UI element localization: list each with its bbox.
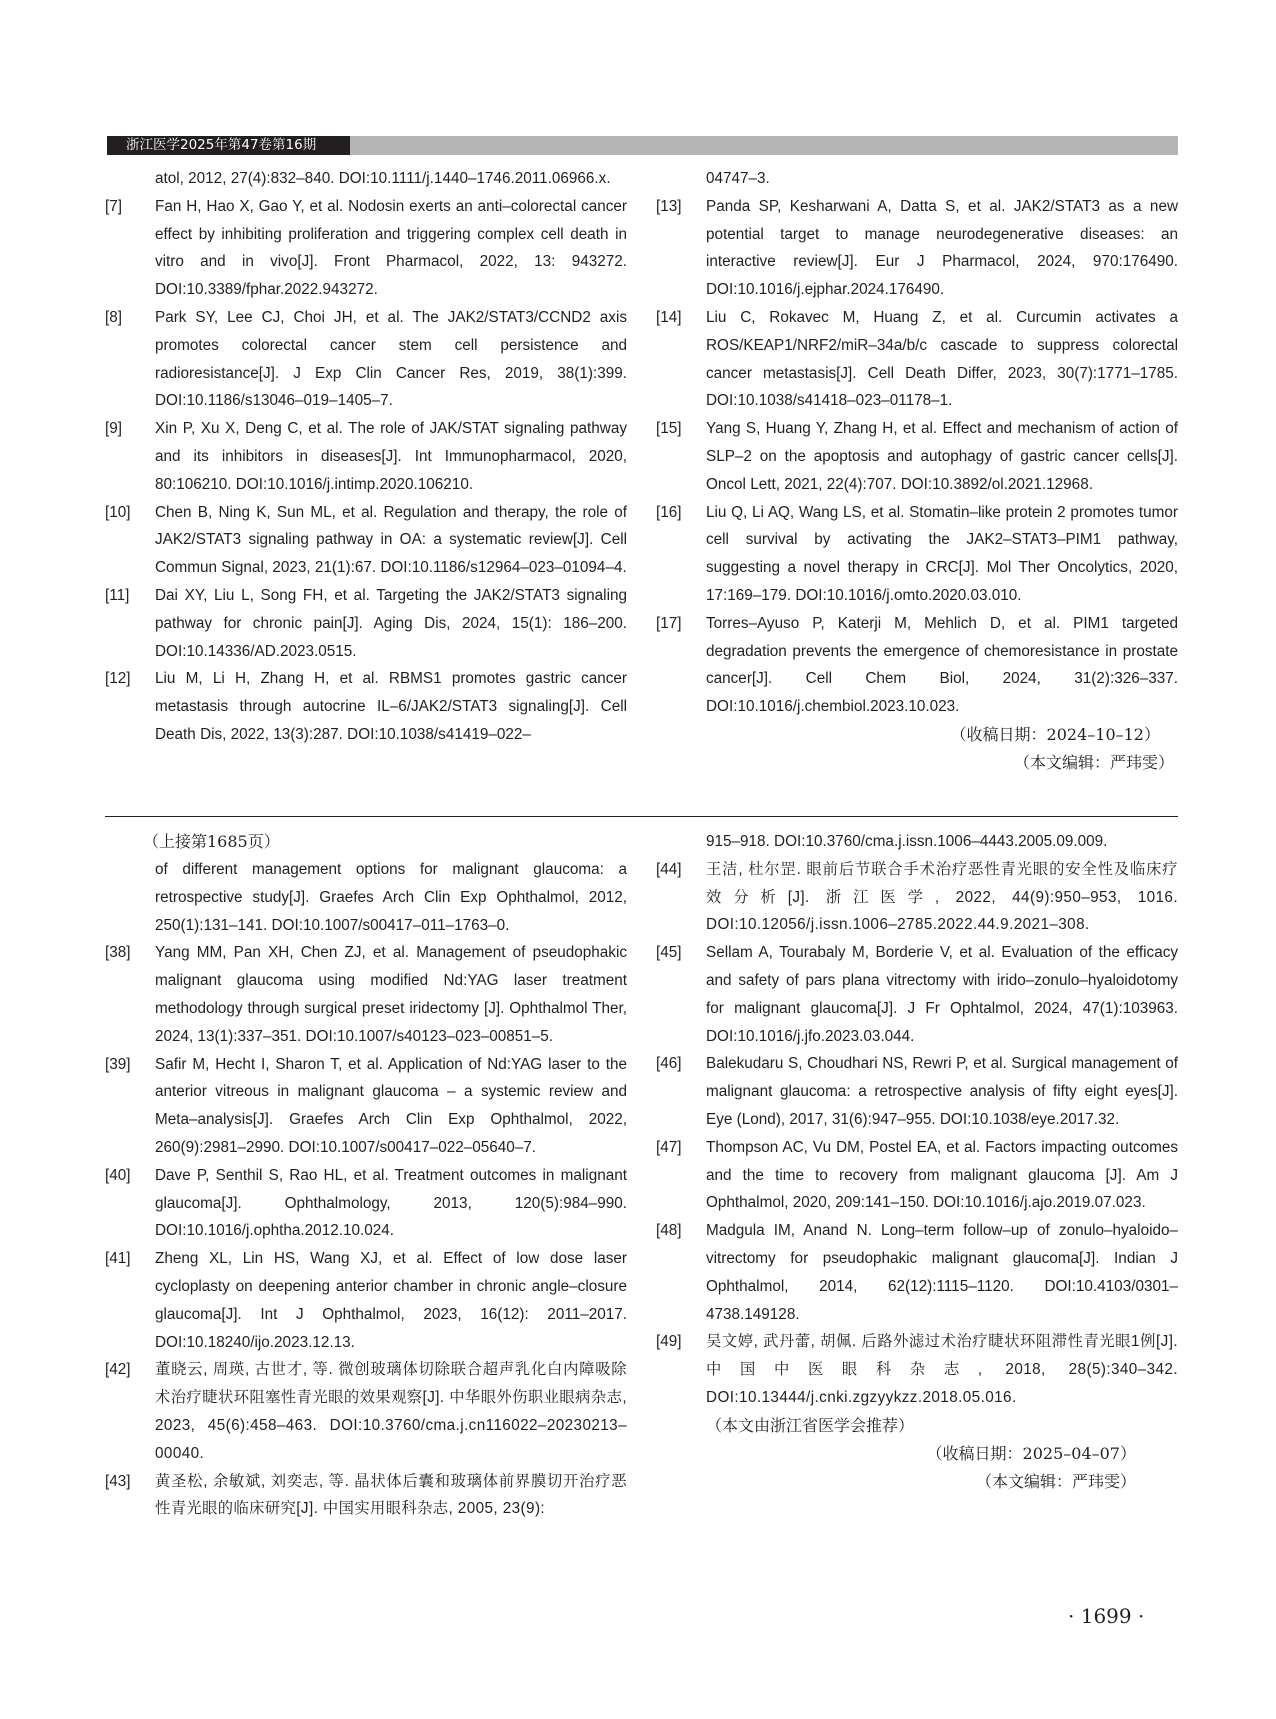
received-date: （收稿日期：2024–10–12） <box>950 724 1160 744</box>
reference-text: Chen B, Ning K, Sun ML, et al. Regulation and therapy, the role of JAK2/STAT3 signaling pathway in OA: a systematic review[J]. Cell Commun Signal, 2023, 21(1):67. DOI:10.1186/s12964–023–01094–4. <box>155 503 627 577</box>
reference-number: [44] <box>656 860 682 878</box>
reference-number: [49] <box>656 1333 682 1351</box>
reference-number: [9] <box>105 420 123 438</box>
reference-text: 04747–3. <box>706 170 770 187</box>
reference-entry <box>105 665 627 748</box>
received-date: （收稿日期：2025–04–07） <box>926 1443 1136 1463</box>
reference-entry <box>656 1050 1178 1133</box>
reference-text: Yang MM, Pan XH, Chen ZJ, et al. Management of pseudophakic malignant glaucoma using modified Nd:YAG laser treatment methodology through surgical preset iridectomy [J]. Ophthalmol Ther, 2024, 13(1):337–351. DOI:10.1007/s40123–023–00851–5. <box>155 944 627 1045</box>
reference-text: Safir M, Hecht I, Sharon T, et al. Application of Nd:YAG laser to the anterior vitreous in malignant glaucoma – a systemic review and Meta–analysis[J]. Graefes Arch Clin Exp Ophthalmol, 2022, 260(9):2981–2990. DOI:10.1007/s00417–022–05640–7. <box>155 1055 627 1156</box>
reference-number: [40] <box>105 1166 131 1184</box>
reference-entry <box>105 165 627 193</box>
reference-number: [10] <box>105 503 131 521</box>
reference-text: Liu M, Li H, Zhang H, et al. RBMS1 promotes gastric cancer metastasis through autocrine IL–6/JAK2/STAT3 signaling[J]. Cell Death Dis, 2022, 13(3):287. DOI:10.1038/s41419–022– <box>155 670 627 743</box>
reference-text: atol, 2012, 27(4):832–840. DOI:10.1111/j.1440–1746.2011.06966.x. <box>155 170 611 187</box>
reference-text: 王洁, 杜尔罡. 眼前后节联合手术治疗恶性青光眼的安全性及临床疗效分析[J]. 浙江医学, 2022, 44(9):950–953, 1016. DOI:10.12056/j.issn.1006–2785.2022.44.9.2021–308. <box>706 860 1178 934</box>
reference-entry <box>105 1356 627 1467</box>
reference-entry <box>105 304 627 415</box>
continued-from-note: （上接第1685页） <box>143 832 280 851</box>
reference-text: Panda SP, Kesharwani A, Datta S, et al. JAK2/STAT3 as a new potential target to manage neurodegenerative diseases: an interactive review[J]. Eur J Pharmacol, 2024, 970:176490. DOI:10.1016/j.ejphar.2024.176490. <box>706 197 1178 299</box>
references-bottom-left-column <box>105 828 627 1523</box>
reference-text: 董晓云, 周瑛, 古世才, 等. 微创玻璃体切除联合超声乳化白内障吸除术治疗睫状环阻塞性青光眼的效果观察[J]. 中华眼外伤职业眼病杂志, 2023, 45(6):458–463. DOI:10.3760/cma.j.cn116022–20230213–00040. <box>155 1361 627 1462</box>
reference-entry <box>105 582 627 665</box>
reference-entry <box>105 499 627 582</box>
reference-number: [38] <box>105 944 131 962</box>
reference-text: Yang S, Huang Y, Zhang H, et al. Effect and mechanism of action of SLP–2 on the apoptosis and autophagy of gastric cancer cells[J]. Oncol Lett, 2021, 22(4):707. DOI:10.3892/ol.2021.12968. <box>706 420 1178 493</box>
references-top-right-column <box>656 165 1178 777</box>
reference-number: [39] <box>105 1055 131 1073</box>
section-divider <box>105 816 1178 817</box>
references-top-section <box>105 165 1178 813</box>
reference-number: [17] <box>656 614 682 632</box>
reference-entry <box>656 304 1178 415</box>
reference-number: [48] <box>656 1222 682 1240</box>
reference-number: [42] <box>105 1361 131 1379</box>
references-bottom-right-column <box>656 828 1178 1496</box>
reference-entry <box>656 828 1178 856</box>
reference-text: Torres–Ayuso P, Katerji M, Mehlich D, et al. PIM1 targeted degradation prevents the emergence of chemoresistance in prostate cancer[J]. Cell Chem Biol, 2024, 31(2):326–337. DOI:10.1016/j.chembiol.2023.10.023. <box>706 614 1178 716</box>
reference-number: [15] <box>656 420 682 438</box>
reference-text: Madgula IM, Anand N. Long–term follow–up of zonulo–hyaloido–vitrectomy for pseudophakic malignant glaucoma[J]. Indian J Ophthalmol, 2014, 62(12):1115–1120. DOI:10.4103/0301–4738.149128. <box>706 1222 1178 1323</box>
reference-number: [12] <box>105 670 131 688</box>
reference-list <box>656 165 1178 721</box>
reference-text: of different management options for malignant glaucoma: a retrospective study[J]. Graefes Arch Clin Exp Ophthalmol, 2012, 250(1):131–141. DOI:10.1007/s00417–011–1763–0. <box>155 861 627 934</box>
reference-number: [13] <box>656 197 682 215</box>
reference-list <box>656 828 1178 1412</box>
reference-number: [41] <box>105 1250 131 1268</box>
reference-entry <box>105 856 627 939</box>
reference-number: [16] <box>656 503 682 521</box>
reference-number: [46] <box>656 1055 682 1073</box>
reference-number: [47] <box>656 1138 682 1156</box>
reference-entry <box>656 610 1178 721</box>
reference-list <box>105 856 627 1523</box>
reference-text: 915–918. DOI:10.3760/cma.j.issn.1006–4443.2005.09.009. <box>706 833 1108 850</box>
reference-text: Xin P, Xu X, Deng C, et al. The role of JAK/STAT signaling pathway and its inhibitors in diseases[J]. Int Immunopharmacol, 2020, 80:106210. DOI:10.1016/j.intimp.2020.106210. <box>155 420 627 493</box>
reference-entry <box>105 1245 627 1356</box>
editor-note: （本文编辑：严玮雯） <box>1013 752 1174 772</box>
reference-number: [14] <box>656 308 682 326</box>
reference-text: Dave P, Senthil S, Rao HL, et al. Treatment outcomes in malignant glaucoma[J]. Ophthalmology, 2013, 120(5):984–990. DOI:10.1016/j.ophtha.2012.10.024. <box>155 1166 627 1240</box>
reference-entry <box>105 1468 627 1524</box>
reference-number: [7] <box>105 197 123 215</box>
journal-issue-label: 浙江医学2025年第47卷第16期 <box>107 136 350 155</box>
reference-entry <box>105 415 627 498</box>
reference-text: Dai XY, Liu L, Song FH, et al. Targeting the JAK2/STAT3 signaling pathway for chronic pain[J]. Aging Dis, 2024, 15(1): 186–200. DOI:10.14336/AD.2023.0515. <box>155 586 627 660</box>
references-top-left-column <box>105 165 627 749</box>
reference-text: Park SY, Lee CJ, Choi JH, et al. The JAK2/STAT3/CCND2 axis promotes colorectal cancer stem cell persistence and radioresistance[J]. J Exp Clin Cancer Res, 2019, 38(1):399. DOI:10.1186/s13046–019–1405–7. <box>155 308 627 410</box>
reference-entry <box>105 1051 627 1162</box>
reference-entry <box>656 939 1178 1050</box>
running-header <box>107 136 1178 155</box>
reference-number: [43] <box>105 1472 131 1490</box>
reference-text: Fan H, Hao X, Gao Y, et al. Nodosin exerts an anti–colorectal cancer effect by inhibiting proliferation and triggering complex cell death in vitro and in vivo[J]. Front Pharmacol, 2022, 13: 943272. DOI:10.3389/fphar.2022.943272. <box>155 197 627 299</box>
reference-entry <box>105 193 627 304</box>
reference-entry <box>656 193 1178 304</box>
reference-number: [45] <box>656 944 682 962</box>
reference-text: 黄圣松, 余敏斌, 刘奕志, 等. 晶状体后囊和玻璃体前界膜切开治疗恶性青光眼的临床研究[J]. 中国实用眼科杂志, 2005, 23(9): <box>155 1472 627 1518</box>
reference-text: Liu C, Rokavec M, Huang Z, et al. Curcumin activates a ROS/KEAP1/NRF2/miR–34a/b/c cascade to suppress colorectal cancer metastasis[J]. Cell Death Differ, 2023, 30(7):1771–1785. DOI:10.1038/s41418–023–01178–1. <box>706 308 1178 410</box>
page-number: · 1699 · <box>1068 1604 1145 1628</box>
reference-text: Thompson AC, Vu DM, Postel EA, et al. Factors impacting outcomes and the time to recovery from malignant glaucoma [J]. Am J Ophthalmol, 2020, 209:141–150. DOI:10.1016/j.ajo.2019.07.023. <box>706 1138 1178 1212</box>
reference-text: Sellam A, Tourabaly M, Borderie V, et al. Evaluation of the efficacy and safety of pars plana vitrectomy with irido–zonulo–hyaloidotomy for malignant glaucoma[J]. J Fr Ophtalmol, 2024, 47(1):103963. DOI:10.1016/j.jfo.2023.03.044. <box>706 944 1178 1045</box>
reference-text: 吴文婷, 武丹蕾, 胡佩. 后路外滤过术治疗睫状环阻滞性青光眼1例[J]. 中国中医眼科杂志, 2018, 28(5):340–342. DOI:10.13444/j.cnki.zgzyykzz.2018.05.016. <box>706 1333 1178 1406</box>
references-bottom-section <box>105 828 1178 1578</box>
reference-entry <box>656 415 1178 498</box>
recommendation-note: （本文由浙江省医学会推荐） <box>706 1415 915 1435</box>
reference-text: Zheng XL, Lin HS, Wang XJ, et al. Effect of low dose laser cycloplasty on deepening anterior chamber in chronic angle–closure glaucoma[J]. Int J Ophthalmol, 2023, 16(12): 2011–2017. DOI:10.18240/ijo.2023.12.13. <box>155 1250 627 1351</box>
editor-note: （本文编辑：严玮雯） <box>975 1471 1136 1491</box>
reference-number: [11] <box>105 586 130 604</box>
reference-entry <box>656 1134 1178 1217</box>
reference-text: Balekudaru S, Choudhari NS, Rewri P, et al. Surgical management of malignant glaucoma: a retrospective analysis of fifty eight eyes[J]. Eye (Lond), 2017, 31(6):947–955. DOI:10.1038/eye.2017.32. <box>706 1055 1178 1128</box>
reference-entry <box>105 1162 627 1245</box>
reference-entry <box>105 939 627 1050</box>
reference-number: [8] <box>105 308 123 326</box>
reference-entry <box>656 856 1178 939</box>
reference-entry <box>656 499 1178 610</box>
reference-entry <box>656 165 1178 193</box>
reference-entry <box>656 1217 1178 1328</box>
reference-entry <box>656 1328 1178 1411</box>
reference-text: Liu Q, Li AQ, Wang LS, et al. Stomatin–like protein 2 promotes tumor cell survival by activating the JAK2–STAT3–PIM1 pathway, suggesting a novel therapy in CRC[J]. Mol Ther Oncolytics, 2020, 17:169–179. DOI:10.1016/j.omto.2020.03.010. <box>706 503 1178 604</box>
